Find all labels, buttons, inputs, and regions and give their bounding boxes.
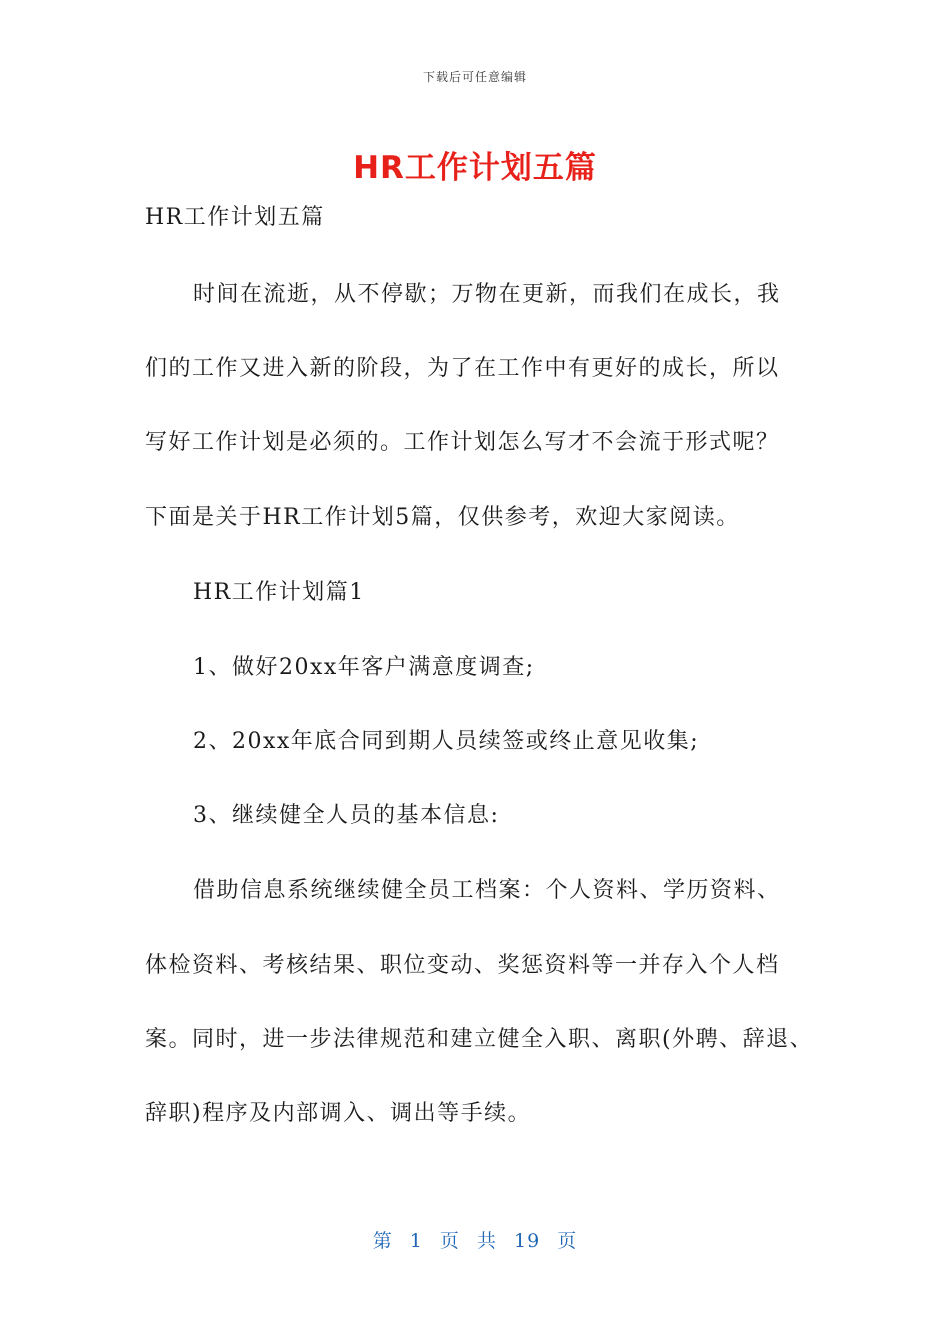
paragraph-line: 案。同时，进一步法律规范和建立健全入职、离职(外聘、辞退、: [145, 1027, 814, 1052]
paragraph-line: 写好工作计划是必须的。工作计划怎么写才不会流于形式呢？: [145, 430, 780, 455]
header-note: 下载后可任意编辑: [422, 70, 527, 84]
list-item: 1、做好20xx年客户满意度调查;: [193, 655, 535, 680]
paragraph-line: 下面是关于HR工作计划5篇，仅供参考，欢迎大家阅读。: [145, 505, 740, 530]
paragraph-line: 们的工作又进入新的阶段，为了在工作中有更好的成长，所以: [145, 356, 780, 381]
list-item: 2、20xx年底合同到期人员续签或终止意见收集;: [193, 729, 700, 754]
document-title: HR工作计划五篇: [353, 150, 597, 186]
subtitle-line: HR工作计划五篇: [145, 205, 325, 230]
list-item: 3、继续健全人员的基本信息:: [193, 803, 500, 828]
page-footer: 第 1 页 共 19 页: [372, 1230, 578, 1252]
paragraph-line: 体检资料、考核结果、职位变动、奖惩资料等一并存入个人档: [145, 953, 780, 978]
paragraph-line: 借助信息系统继续健全员工档案：个人资料、学历资料、: [193, 878, 781, 903]
section-heading: HR工作计划篇1: [193, 580, 365, 605]
paragraph-line: 时间在流逝，从不停歇；万物在更新，而我们在成长，我: [193, 282, 781, 307]
paragraph-line: 辞职)程序及内部调入、调出等手续。: [145, 1101, 532, 1126]
